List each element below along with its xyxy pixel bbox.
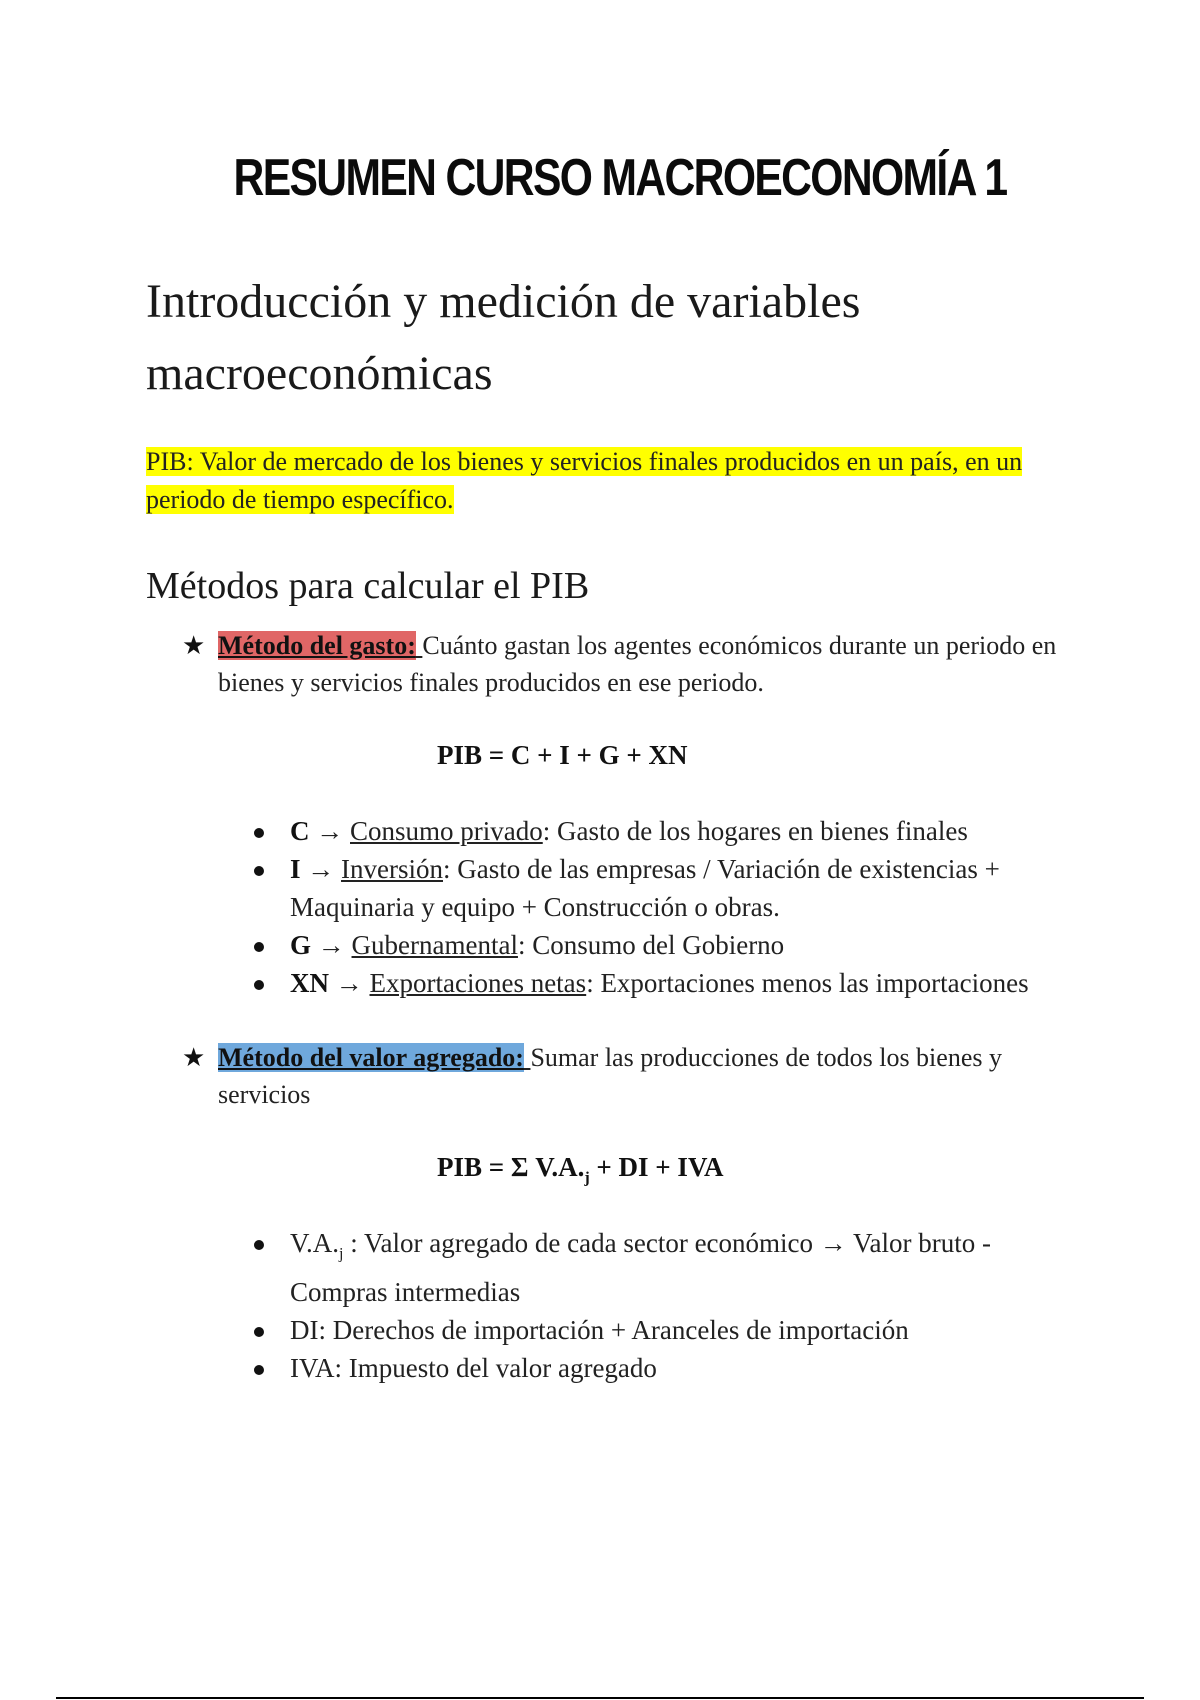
component-term: G xyxy=(290,930,312,960)
formula-valor-sub: j xyxy=(584,1169,590,1187)
definition-paragraph xyxy=(146,443,1086,519)
formula-valor-text xyxy=(437,1152,723,1187)
list-item xyxy=(290,1224,1090,1311)
list-item xyxy=(290,850,1090,926)
method-valor-description: Sumar las producciones de todos los bienes y servicios xyxy=(218,1043,1002,1109)
formula-gasto-text: PIB = C + I + G + XN xyxy=(437,740,688,770)
page-title: RESUMEN CURSO MACROECONOMÍA 1 xyxy=(233,149,1007,207)
method-gasto-text xyxy=(218,627,1096,701)
method-valor-name: Método del valor agregado: xyxy=(218,1043,524,1072)
component-concept: Consumo privado xyxy=(350,816,543,846)
component-label: DI xyxy=(290,1315,319,1346)
bullet-icon xyxy=(254,1327,264,1337)
star-icon: ★ xyxy=(182,631,206,660)
formula-valor-right: + DI + IVA xyxy=(589,1152,724,1182)
method-gasto xyxy=(146,627,1096,701)
component-term: XN xyxy=(290,968,329,998)
valor-components-list xyxy=(290,1224,1090,1387)
bullet-icon xyxy=(254,942,264,952)
component-concept: Inversión xyxy=(341,854,443,884)
component-sub: j xyxy=(339,1245,344,1263)
component-description: : Consumo del Gobierno xyxy=(517,930,785,960)
arrow-icon: → xyxy=(317,930,345,960)
component-label: IVA xyxy=(290,1353,335,1384)
component-concept: Gubernamental xyxy=(351,930,518,960)
formula-valor-left: PIB = Σ V.A. xyxy=(437,1152,585,1182)
list-item xyxy=(290,812,1090,850)
list-item xyxy=(290,964,1090,1002)
methods-heading: Métodos para calcular el PIB xyxy=(146,565,590,607)
component-label: V.A. xyxy=(290,1228,340,1258)
gasto-components-list xyxy=(290,812,1090,1002)
bullet-icon xyxy=(254,1240,264,1250)
method-gasto-name: Método del gasto: xyxy=(218,631,416,660)
arrow-icon: → xyxy=(335,968,363,998)
arrow-icon: → xyxy=(307,854,335,884)
component-term: C xyxy=(290,816,310,846)
definition-highlight: PIB: Valor de mercado de los bienes y servicios finales producidos en un país, en un periodo de tiempo específico. xyxy=(146,447,1023,514)
component-description: : Valor agregado de cada sector económico → Valor bruto - Compras intermedias xyxy=(290,1228,992,1308)
component-description: : Gasto de las empresas / Variación de existencias + Maquinaria y equipo + Construcción o obras. xyxy=(290,854,1000,922)
component-term: I xyxy=(290,854,301,884)
star-icon: ★ xyxy=(182,1043,206,1072)
bullet-icon xyxy=(254,866,264,876)
method-valor-text xyxy=(218,1039,1096,1113)
component-description: : Exportaciones menos las importaciones xyxy=(586,968,1029,998)
component-concept: Exportaciones netas xyxy=(369,968,587,998)
component-description: : Derechos de importación + Aranceles de importación xyxy=(318,1315,909,1346)
bullet-icon xyxy=(254,980,264,990)
arrow-icon: → xyxy=(316,816,344,846)
component-description: : Impuesto del valor agregado xyxy=(334,1353,657,1384)
bullet-icon xyxy=(254,1365,264,1375)
component-description: : Gasto de los hogares en bienes finales xyxy=(542,816,968,846)
list-item xyxy=(290,1349,1090,1387)
method-valor-agregado xyxy=(146,1039,1096,1113)
list-item xyxy=(290,926,1090,964)
bottom-divider xyxy=(56,1697,1144,1699)
section-heading: Introducción y medición de variables macroeconómicas xyxy=(146,275,861,400)
bullet-icon xyxy=(254,828,264,838)
method-gasto-description: Cuánto gastan los agentes económicos durante un periodo en bienes y servicios finales producidos en ese periodo. xyxy=(218,631,1057,697)
list-item xyxy=(290,1311,1090,1349)
